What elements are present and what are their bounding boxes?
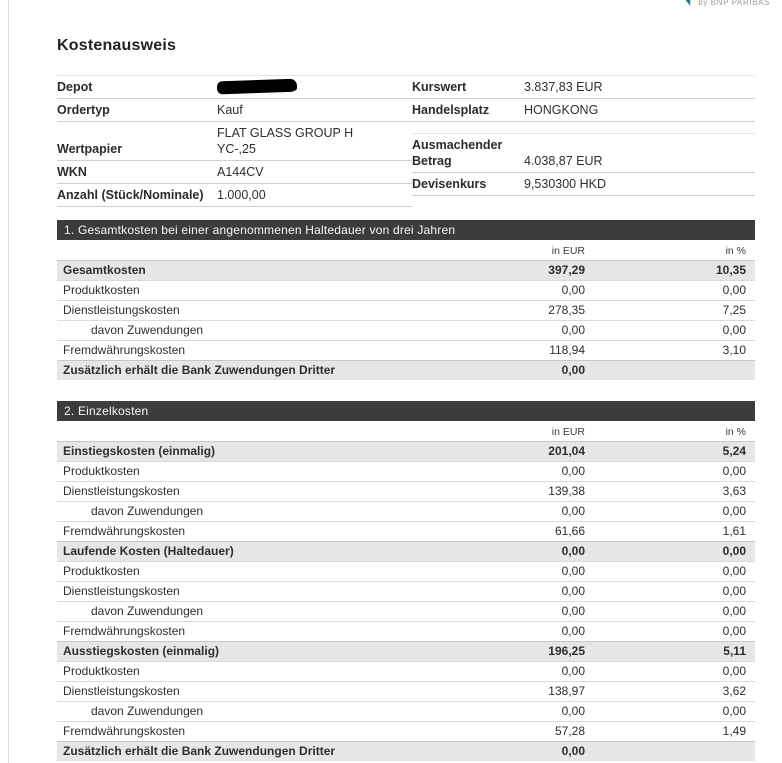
cost-eur: 397,29 [548,263,585,277]
anzahl-value: 1.000,00 [217,188,266,202]
cost-eur: 0,00 [561,604,585,618]
cost-label: Fremdwährungskosten [63,624,186,638]
cost-eur: 196,25 [548,644,585,658]
cost-eur: 57,28 [554,724,585,738]
depot-value [217,79,412,95]
cost-row-produktkosten [57,280,755,300]
cost-pct: 1,61 [722,524,746,538]
devisenkurs-label: Devisenkurs [412,177,487,191]
anzahl-row [57,184,412,207]
cost-row-zuwendungen-dritter [57,741,755,761]
cost-label: Dienstleistungskosten [63,684,180,698]
cost-eur: 0,00 [561,704,585,718]
section-2-header: 2. Einzelkosten [57,401,755,421]
cost-row-zuwendungen-dritter [57,360,755,380]
consorsbank-logo-icon [683,0,696,7]
cost-eur: 0,00 [561,283,585,297]
cost-pct: 7,25 [722,303,746,317]
cost-row-fremdwaehrungskosten [57,721,755,741]
cost-label: Gesamtkosten [63,263,146,277]
cost-label: Produktkosten [63,464,140,478]
cost-label: davon Zuwendungen [91,604,204,618]
cost-eur: 0,00 [561,363,585,377]
cost-label: davon Zuwendungen [91,323,204,337]
cost-pct: 0,00 [722,604,746,618]
depot-row [57,76,412,99]
right-table-gap [412,122,755,133]
cost-label: Ausstiegskosten (einmalig) [63,644,220,658]
wertpapier-value-line2: YC-,25 [217,142,256,156]
section-gesamtkosten [57,220,755,380]
cost-row-davon-zuwendungen [57,501,755,521]
cost-eur: 201,04 [548,444,585,458]
depot-label: Depot [57,80,93,94]
section-1-column-headers [57,240,755,260]
cost-eur: 138,97 [548,684,585,698]
cost-label: Zusätzlich erhält die Bank Zuwendungen Dritter [63,744,336,758]
col-header-pct: in % [725,426,746,438]
cost-pct: 0,00 [722,664,746,678]
order-info-right-bottom-table [412,133,755,196]
cost-label: Dienstleistungskosten [63,584,180,598]
cost-row-dienstleistungskosten [57,481,755,501]
cost-eur: 118,94 [549,343,585,357]
cost-eur: 0,00 [561,584,585,598]
ordertyp-value: Kauf [217,103,243,117]
cost-row-produktkosten [57,661,755,681]
ausmachender-betrag-value: 4.038,87 EUR [524,154,603,168]
cost-pct: 0,00 [722,584,746,598]
section-2-column-headers [57,421,755,441]
page-left-border [8,0,9,763]
cost-eur: 0,00 [561,664,585,678]
cost-row-davon-zuwendungen [57,320,755,340]
devisenkurs-value: 9,530300 HKD [524,177,607,191]
cost-pct: 0,00 [722,464,746,478]
cost-label: Dienstleistungskosten [63,303,180,317]
col-header-eur: in EUR [551,426,585,438]
cost-eur: 278,35 [548,303,585,317]
section-1-header: 1. Gesamtkosten bei einer angenommenen Haltedauer von drei Jahren [57,220,755,240]
cost-eur: 0,00 [561,544,585,558]
wertpapier-label: Wertpapier [57,142,123,156]
cost-eur: 61,66 [554,524,585,538]
cost-eur: 0,00 [561,744,585,758]
cost-row-einstiegskosten [57,441,755,461]
cost-eur: 0,00 [561,624,585,638]
cost-label: Produktkosten [63,564,140,578]
cost-label: Produktkosten [63,664,140,678]
kurswert-value: 3.837,83 EUR [524,80,603,94]
wkn-row [57,161,412,184]
kurswert-label: Kurswert [412,80,467,94]
redacted-depot-value [217,79,297,95]
cost-row-dienstleistungskosten [57,681,755,701]
cost-label: Laufende Kosten (Haltedauer) [63,544,234,558]
consorsbank-logo [684,0,770,7]
wertpapier-value-line1: FLAT GLASS GROUP H [217,126,354,140]
handelsplatz-value: HONGKONG [524,103,599,117]
cost-eur: 0,00 [561,464,585,478]
cost-pct: 3,63 [722,484,746,498]
handelsplatz-label: Handelsplatz [412,103,490,117]
cost-row-dienstleistungskosten [57,300,755,320]
devisenkurs-row [412,173,755,196]
cost-row-ausstiegskosten [57,641,755,661]
cost-pct: 3,10 [722,343,746,357]
handelsplatz-row [412,99,755,122]
cost-pct: 1,49 [722,724,746,738]
order-info-left-table [57,75,412,207]
cost-pct: 0,00 [722,564,746,578]
cost-row-davon-zuwendungen [57,701,755,721]
betrag-row [412,134,755,173]
ordertyp-row [57,99,412,122]
wertpapier-row [57,122,412,161]
cost-row-gesamtkosten [57,260,755,280]
cost-eur: 139,38 [548,484,585,498]
cost-label: Zusätzlich erhält die Bank Zuwendungen Dritter [63,363,336,377]
cost-row-davon-zuwendungen [57,601,755,621]
cost-pct: 5,11 [723,644,746,658]
cost-label: davon Zuwendungen [91,704,204,718]
document-content [57,0,755,761]
cost-pct: 0,00 [722,544,746,558]
cost-pct: 0,00 [722,323,746,337]
page-title: Kostenausweis [57,37,177,54]
cost-pct: 0,00 [722,624,746,638]
cost-eur: 0,00 [561,323,585,337]
cost-pct: 3,62 [722,684,746,698]
cost-eur: 0,00 [561,504,585,518]
cost-label: davon Zuwendungen [91,504,204,518]
cost-pct: 0,00 [722,283,746,297]
wertpapier-value [217,125,412,157]
cost-label: Dienstleistungskosten [63,484,180,498]
cost-row-produktkosten [57,561,755,581]
cost-row-produktkosten [57,461,755,481]
cost-label: Einstiegskosten (einmalig) [63,444,216,458]
kurswert-row [412,76,755,99]
cost-pct: 0,00 [722,504,746,518]
cost-row-fremdwaehrungskosten [57,340,755,360]
section-einzelkosten [57,401,755,761]
cost-row-laufende-kosten [57,541,755,561]
cost-pct: 0,00 [722,704,746,718]
ausmachender-betrag-label: Ausmachender Betrag [412,138,503,168]
cost-pct: 10,35 [715,263,746,277]
wkn-label: WKN [57,165,87,179]
ordertyp-label: Ordertyp [57,103,110,117]
col-header-pct: in % [725,245,746,257]
col-header-eur: in EUR [551,245,585,257]
wkn-value: A144CV [217,165,264,179]
anzahl-label: Anzahl (Stück/Nominale) [57,188,204,202]
cost-row-fremdwaehrungskosten [57,621,755,641]
order-info-right-top-table [412,75,755,122]
cost-label: Produktkosten [63,283,140,297]
cost-label: Fremdwährungskosten [63,524,186,538]
order-info-right [412,75,755,207]
cost-eur: 0,00 [561,564,585,578]
cost-label: Fremdwährungskosten [63,724,186,738]
cost-row-dienstleistungskosten [57,581,755,601]
order-info [57,75,755,207]
bnp-paribas-logo-text: by BNP PARIBAS [698,0,770,7]
cost-row-fremdwaehrungskosten [57,521,755,541]
cost-pct: 5,24 [722,444,746,458]
cost-label: Fremdwährungskosten [63,343,186,357]
